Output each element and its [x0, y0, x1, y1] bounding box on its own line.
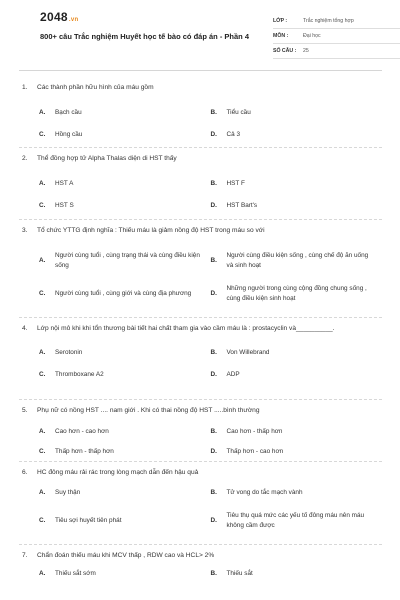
question-7	[19, 545, 382, 585]
option-a[interactable]	[39, 568, 211, 580]
option-d[interactable]	[211, 124, 383, 146]
meta-row-subject	[273, 29, 400, 44]
option-text: HST Bart's	[226, 202, 258, 209]
option-letter: C.	[39, 517, 46, 524]
option-letter: C.	[39, 131, 46, 138]
question-list	[19, 80, 382, 585]
question-number: 5.	[22, 407, 28, 414]
option-text: HST S	[55, 202, 74, 209]
question-number: 6.	[22, 469, 28, 476]
question-prompt: Thể đồng hợp tử Alpha Thalas diện di HST thấy	[37, 155, 177, 162]
question-text	[19, 153, 382, 164]
option-letter: A.	[39, 256, 46, 264]
option-letter: A.	[39, 349, 46, 356]
option-letter: C.	[39, 202, 46, 209]
option-text: Serotonin	[55, 349, 83, 356]
option-letter: A.	[39, 109, 46, 116]
options	[19, 244, 382, 310]
option-text: Suy thận	[55, 489, 81, 496]
meta-value: Đại học	[303, 33, 321, 39]
question-number: 7.	[22, 552, 28, 559]
meta-label: SỐ CÂU :	[273, 48, 297, 54]
option-text: Người cùng điều kiện sống , cùng chế độ ăn uống và sinh hoạt	[226, 251, 369, 269]
option-letter: D.	[210, 448, 217, 455]
question-prompt: HC đông máu rải rác trong lòng mạch dẫn đến hậu quả	[37, 469, 199, 476]
option-a[interactable]	[39, 483, 211, 503]
option-letter: D.	[210, 371, 217, 378]
option-text: HST F	[226, 180, 245, 187]
option-letter: A.	[39, 428, 46, 435]
option-text: Cao hơn - thấp hơn	[226, 428, 283, 435]
options	[19, 483, 382, 539]
document-title: 800+ câu Trắc nghiệm Huyết học tế bào có đáp án - Phần 4	[40, 32, 250, 41]
header-divider	[19, 70, 382, 71]
question-prompt: Chẩn đoán thiếu máu khi MCV thấp , RDW cao và HCL> 2%	[37, 552, 215, 559]
meta-label: MÔN :	[273, 33, 289, 39]
option-a[interactable]	[39, 173, 211, 195]
option-letter: C.	[39, 289, 46, 297]
option-a[interactable]	[39, 102, 211, 124]
option-b[interactable]	[211, 483, 383, 503]
document-header	[19, 0, 382, 64]
question-text	[19, 225, 382, 236]
question-number: 4.	[22, 325, 28, 332]
question-number: 1.	[22, 84, 28, 91]
option-text: Người cùng tuổi , cùng trạng thái và cùng điều kiện sống	[55, 251, 200, 269]
option-c[interactable]	[39, 442, 211, 462]
meta-label: LỚP :	[273, 18, 288, 24]
question-prompt: Các thành phần hữu hình của máu gồm	[37, 84, 154, 91]
question-number: 3.	[22, 227, 28, 234]
option-letter: D.	[210, 202, 217, 209]
option-b[interactable]	[211, 244, 383, 277]
question-3	[19, 220, 382, 318]
question-text	[19, 82, 382, 93]
options	[19, 102, 382, 146]
option-text: Thấp hơn - cao hơn	[226, 448, 284, 455]
option-letter: B.	[210, 180, 217, 187]
option-c[interactable]	[39, 364, 211, 386]
question-text	[19, 550, 382, 561]
option-text: Thiếu sắt	[226, 570, 253, 577]
option-a[interactable]	[39, 422, 211, 442]
option-letter: B.	[210, 109, 217, 116]
option-b[interactable]	[211, 342, 383, 364]
option-text: Người cùng tuổi , cùng giới và cùng địa phương	[55, 289, 192, 297]
option-text: Bạch cầu	[55, 109, 82, 116]
option-d[interactable]	[211, 277, 383, 310]
question-1	[19, 80, 382, 148]
option-text: ADP	[226, 371, 240, 378]
question-2	[19, 148, 382, 220]
option-d[interactable]	[211, 503, 383, 539]
question-4	[19, 318, 382, 400]
option-letter: D.	[210, 289, 217, 297]
meta-row-count	[273, 44, 400, 59]
option-d[interactable]	[211, 195, 383, 217]
options	[19, 342, 382, 386]
logo-text: 2048	[40, 10, 68, 24]
option-letter: B.	[210, 428, 217, 435]
option-text: Cao hơn - cao hơn	[55, 428, 109, 435]
meta-value: Trắc nghiệm tổng hợp	[303, 18, 354, 24]
option-b[interactable]	[211, 568, 383, 580]
logo-suffix: .vn	[68, 17, 79, 23]
option-letter: B.	[210, 349, 217, 356]
option-b[interactable]	[211, 102, 383, 124]
option-letter: B.	[210, 489, 217, 496]
question-prompt: Phụ nữ có nồng HST .... nam giới . Khi có thai nồng độ HST .....bình thường	[37, 407, 260, 414]
option-letter: B.	[210, 256, 217, 264]
option-letter: A.	[39, 489, 46, 496]
option-letter: D.	[210, 517, 217, 524]
meta-row-class	[273, 14, 400, 29]
question-prompt: Lớp nội mô khi khi tổn thương bài tiết hai chất tham gia vào cầm máu là : prostacyclin và__________.	[37, 325, 335, 332]
question-5	[19, 400, 382, 462]
options	[19, 173, 382, 217]
question-number: 2.	[22, 155, 28, 162]
option-text: Thromboxane A2	[55, 371, 104, 378]
option-text: HST A	[55, 180, 74, 187]
option-b[interactable]	[211, 422, 383, 442]
options	[19, 568, 382, 580]
option-letter: D.	[210, 131, 217, 138]
option-c[interactable]	[39, 195, 211, 217]
option-letter: A.	[39, 570, 46, 577]
option-text: Cả 3	[226, 131, 240, 138]
option-text: Tử vong do tắc mạch vành	[226, 489, 303, 496]
option-d[interactable]	[211, 364, 383, 386]
question-prompt: Tổ chức YTTG định nghĩa : Thiếu máu là giảm nồng độ HST trong máu so với	[37, 227, 265, 234]
question-6	[19, 462, 382, 545]
site-logo[interactable]	[40, 10, 78, 24]
option-c[interactable]	[39, 277, 211, 310]
option-text: Thiếu sắt sớm	[55, 570, 96, 577]
option-c[interactable]	[39, 124, 211, 146]
option-letter: C.	[39, 371, 46, 378]
option-text: Tiểu cầu	[226, 109, 251, 116]
meta-value: 25	[303, 48, 309, 54]
option-text: Hồng cầu	[55, 131, 83, 138]
option-b[interactable]	[211, 173, 383, 195]
option-text: Thấp hơn - thấp hơn	[55, 448, 114, 455]
option-letter: B.	[210, 570, 217, 577]
option-letter: C.	[39, 448, 46, 455]
option-text: Tiêu thụ quá mức các yếu tố đông máu nên máu không cầm được	[226, 512, 365, 529]
question-text	[19, 467, 382, 478]
option-text: Von Willebrand	[226, 349, 270, 356]
options	[19, 422, 382, 462]
option-a[interactable]	[39, 342, 211, 364]
question-text	[19, 323, 382, 334]
option-a[interactable]	[39, 244, 211, 277]
option-c[interactable]	[39, 503, 211, 539]
option-text: Tiêu sợi huyết tiên phát	[55, 517, 122, 524]
meta-info	[273, 14, 400, 59]
option-text: Những người trong cùng cộng đồng chung sống , cùng điều kiện sinh hoạt	[226, 284, 367, 302]
option-d[interactable]	[211, 442, 383, 462]
option-letter: A.	[39, 180, 46, 187]
question-text	[19, 405, 382, 416]
